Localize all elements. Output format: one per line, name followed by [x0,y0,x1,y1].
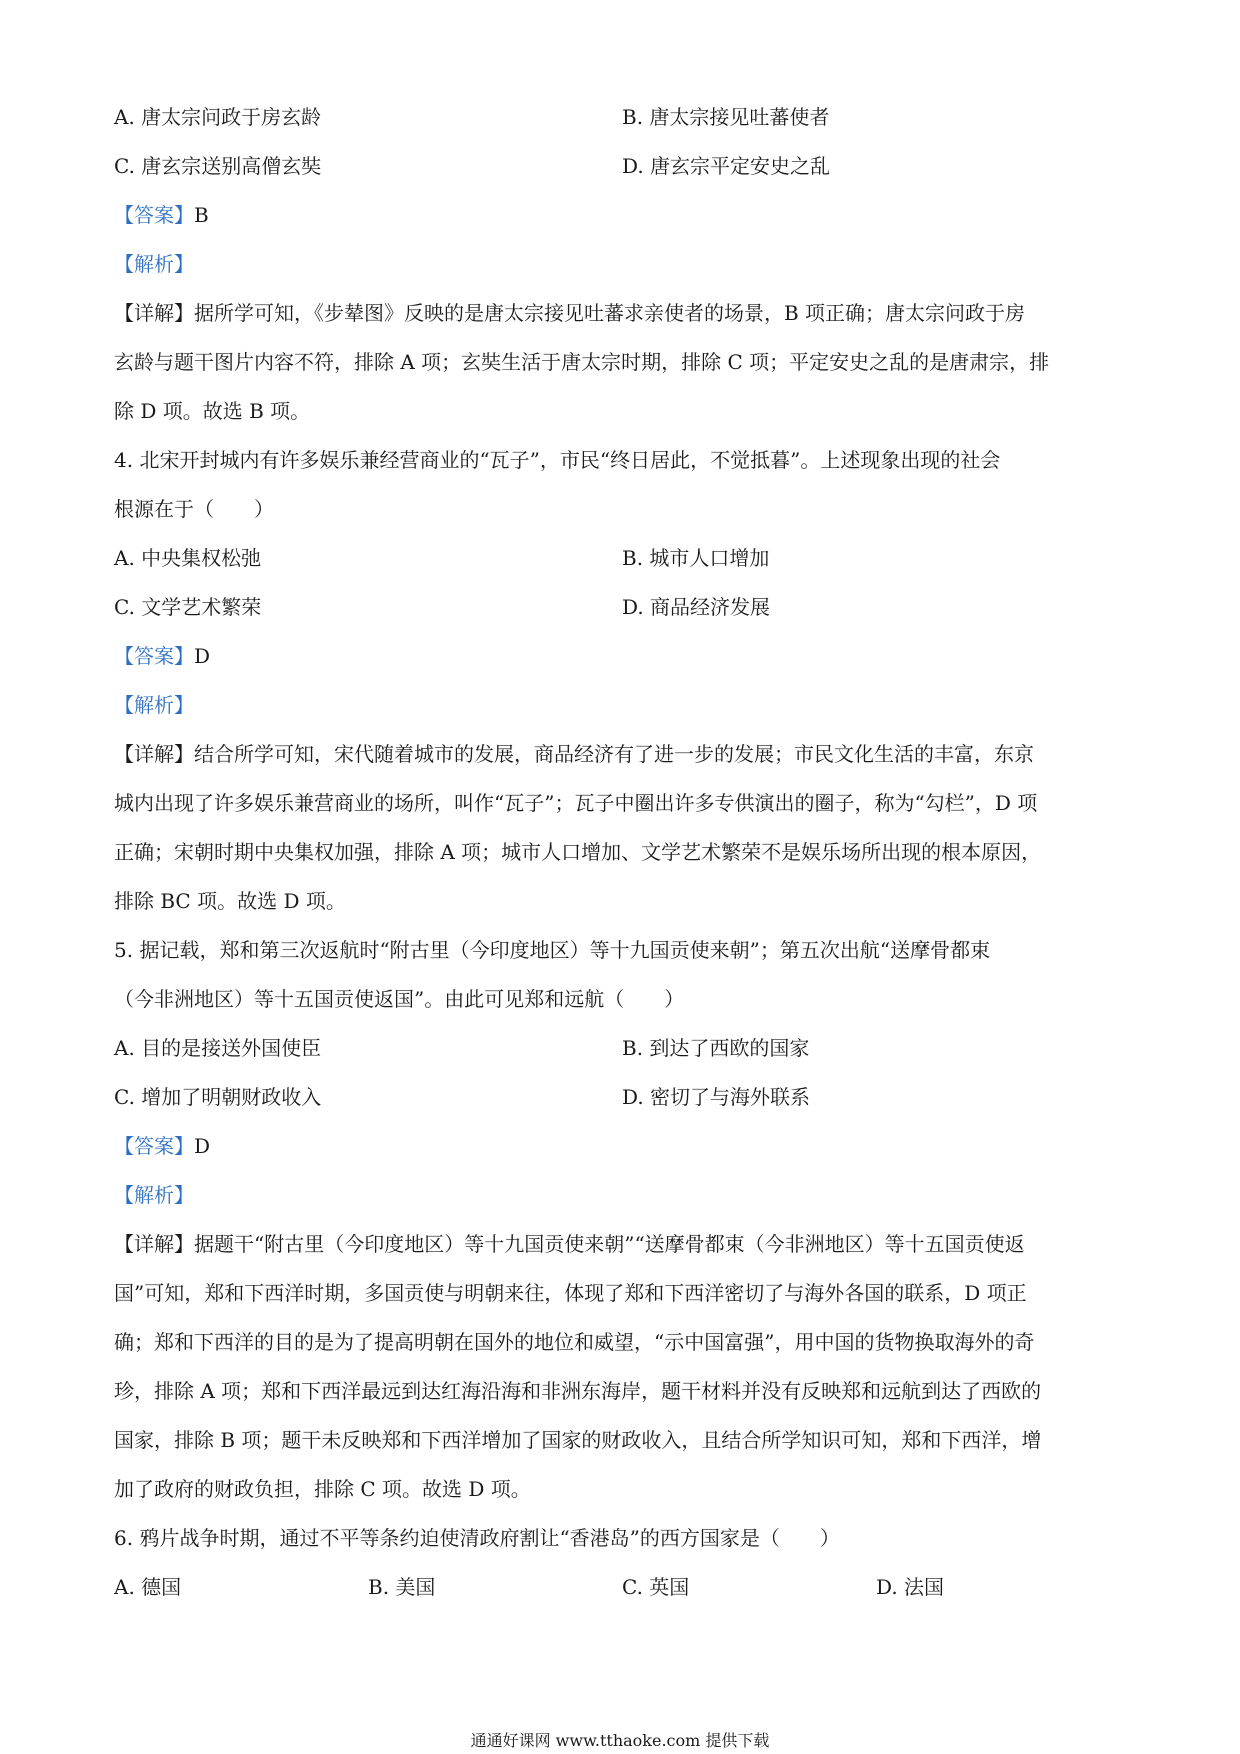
q5-detail-line-3: 确；郑和下西洋的目的是为了提高明朝在国外的地位和威望，“示中国富强”，用中国的货物换取海外的奇 [114,1330,1035,1354]
q4-detail-line-2: 城内出现了许多娱乐兼营商业的场所，叫作“瓦子”；瓦子中圈出许多专供演出的圈子，称为“勾栏”，D 项 [114,791,1038,815]
q4-options-row-2 [114,590,1134,639]
q3-option-d: D. 唐玄宗平定安史之乱 [622,154,831,178]
q4-stem-line-1: 4. 北宋开封城内有许多娱乐兼经营商业的“瓦子”，市民“终日居此，不觉抵暮”。上述现象出现的社会 [114,448,1001,472]
q3-option-a: A. 唐太宗问政于房玄龄 [114,105,322,129]
q5-options-row-2 [114,1080,1134,1129]
q5-detail-line-6: 加了政府的财政负担，排除 C 项。故选 D 项。 [114,1477,531,1501]
q5-analysis-tag: 【解析】 [114,1183,194,1207]
detail-tag: 【详解】 [114,1232,194,1256]
q5-answer [114,1129,1134,1178]
q6-option-a: A. 德国 [114,1575,182,1599]
q6-option-c: C. 英国 [622,1575,690,1599]
q4-detail-line-4: 排除 BC 项。故选 D 项。 [114,889,346,913]
q3-analysis-tag: 【解析】 [114,252,194,276]
detail-text: 结合所学可知，宋代随着城市的发展，商品经济有了进一步的发展；市民文化生活的丰富，东京 [194,742,1034,766]
q5-option-d: D. 密切了与海外联系 [622,1085,811,1109]
answer-tag: 【答案】 [114,203,194,227]
q6-option-b: B. 美国 [368,1575,436,1599]
q5-detail-line-2: 国”可知，郑和下西洋时期，多国贡使与明朝来往，体现了郑和下西洋密切了与海外各国的联系，D 项正 [114,1281,1027,1305]
q4-detail-line-1 [114,737,1134,786]
q5-option-a: A. 目的是接送外国使臣 [114,1036,322,1060]
answer-value: B [194,203,209,227]
q4-detail-line-3: 正确；宋朝时期中央集权加强，排除 A 项；城市人口增加、文学艺术繁荣不是娱乐场所出现的根本原因， [114,840,1042,864]
q5-option-b: B. 到达了西欧的国家 [622,1036,810,1060]
q6-stem: 6. 鸦片战争时期，通过不平等条约迫使清政府割让“香港岛”的西方国家是（ ） [114,1526,840,1550]
q5-detail-line-1 [114,1227,1134,1276]
answer-tag: 【答案】 [114,644,194,668]
answer-value: D [194,644,211,668]
detail-tag: 【详解】 [114,301,194,325]
answer-value: D [194,1134,211,1158]
q3-option-b: B. 唐太宗接见吐蕃使者 [622,105,830,129]
q5-detail-line-4: 珍，排除 A 项；郑和下西洋最远到达红海沿海和非洲东海岸，题干材料并没有反映郑和远航到达了西欧的 [114,1379,1042,1403]
q5-stem-line-1: 5. 据记载，郑和第三次返航时“附古里（今印度地区）等十九国贡使来朝”；第五次出航“送摩骨都束 [114,938,991,962]
answer-tag: 【答案】 [114,1134,194,1158]
detail-text: 据所学可知，《步辇图》反映的是唐太宗接见吐蕃求亲使者的场景，B 项正确；唐太宗问政于房 [194,301,1026,325]
q4-option-d: D. 商品经济发展 [622,595,771,619]
q3-detail-line-3: 除 D 项。故选 B 项。 [114,399,311,423]
q5-stem-line-2: （今非洲地区）等十五国贡使返国”。由此可见郑和远航（ ） [114,987,685,1011]
detail-text: 据题干“附古里（今印度地区）等十九国贡使来朝”“送摩骨都束（今非洲地区）等十五国贡使返 [194,1232,1025,1256]
q3-options-row-2 [114,149,1134,198]
q6-options-row [114,1570,1134,1619]
q3-options-row-1 [114,100,1134,149]
detail-tag: 【详解】 [114,742,194,766]
q4-options-row-1 [114,541,1134,590]
q6-option-d: D. 法国 [876,1575,945,1599]
q4-analysis-tag: 【解析】 [114,693,194,717]
q3-option-c: C. 唐玄宗送别高僧玄奘 [114,154,322,178]
q3-detail-line-2: 玄龄与题干图片内容不符，排除 A 项；玄奘生活于唐太宗时期，排除 C 项；平定安史之乱的是唐肃宗，排 [114,350,1050,374]
q4-option-c: C. 文学艺术繁荣 [114,595,262,619]
q4-answer [114,639,1134,688]
q5-options-row-1 [114,1031,1134,1080]
q5-option-c: C. 增加了明朝财政收入 [114,1085,322,1109]
document-page [114,100,1134,1619]
q4-option-a: A. 中央集权松弛 [114,546,262,570]
q3-detail-line-1 [114,296,1134,345]
q3-answer [114,198,1134,247]
q4-stem-line-2: 根源在于（ ） [114,497,274,521]
q5-detail-line-5: 国家，排除 B 项；题干未反映郑和下西洋增加了国家的财政收入，且结合所学知识可知，郑和下西洋，增 [114,1428,1042,1452]
q4-option-b: B. 城市人口增加 [622,546,770,570]
footer-source: 通通好课网 www.tthaoke.com 提供下载 [470,1731,770,1750]
